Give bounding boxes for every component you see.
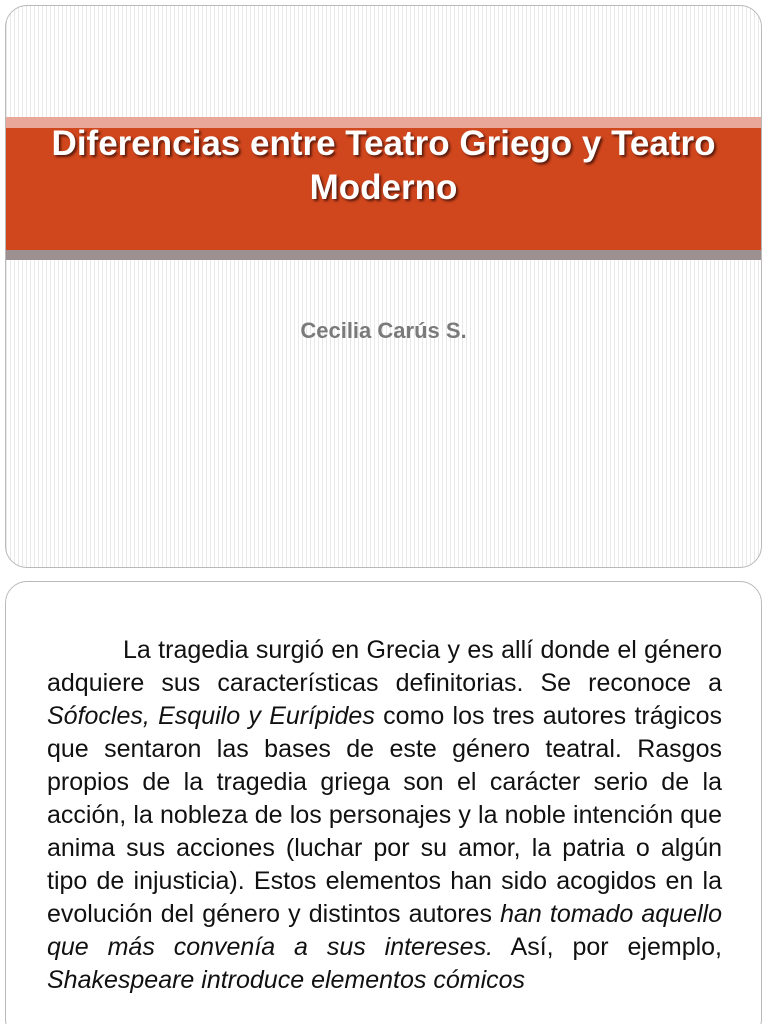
text-run-italic: han tomado aquello que más convenía a sus intereses.: [47, 900, 722, 961]
title-slide: [5, 5, 762, 568]
text-run: La tragedia surgió en Grecia y es allí donde el género adquiere sus características definitorias. Se reconoce a: [47, 636, 722, 697]
text-run: Así, por ejemplo,: [493, 933, 723, 961]
text-run: como los tres autores trágicos que sentaron las bases de este género teatral. Rasgos propios de la tragedia griega son el carácter serio de la acción, la nobleza de los personajes y la noble intención que anima sus acciones (luchar por su amor, la patria o algún tipo de injusticia). Estos elementos han sido acogidos en la evolución del género y distintos autores: [47, 702, 722, 928]
title-band-bottom-stripe: [6, 250, 761, 260]
slide-subtitle: Cecilia Carús S.: [300, 318, 467, 343]
text-run-italic: Shakespeare introduce elementos cómicos: [47, 966, 526, 994]
slide-title: Diferencias entre Teatro Griego y Teatro Moderno: [51, 124, 716, 207]
content-slide: [5, 581, 762, 1024]
text-run-italic: Sófocles, Esquilo y Eurípides: [47, 702, 375, 730]
body-paragraph: [47, 634, 722, 997]
